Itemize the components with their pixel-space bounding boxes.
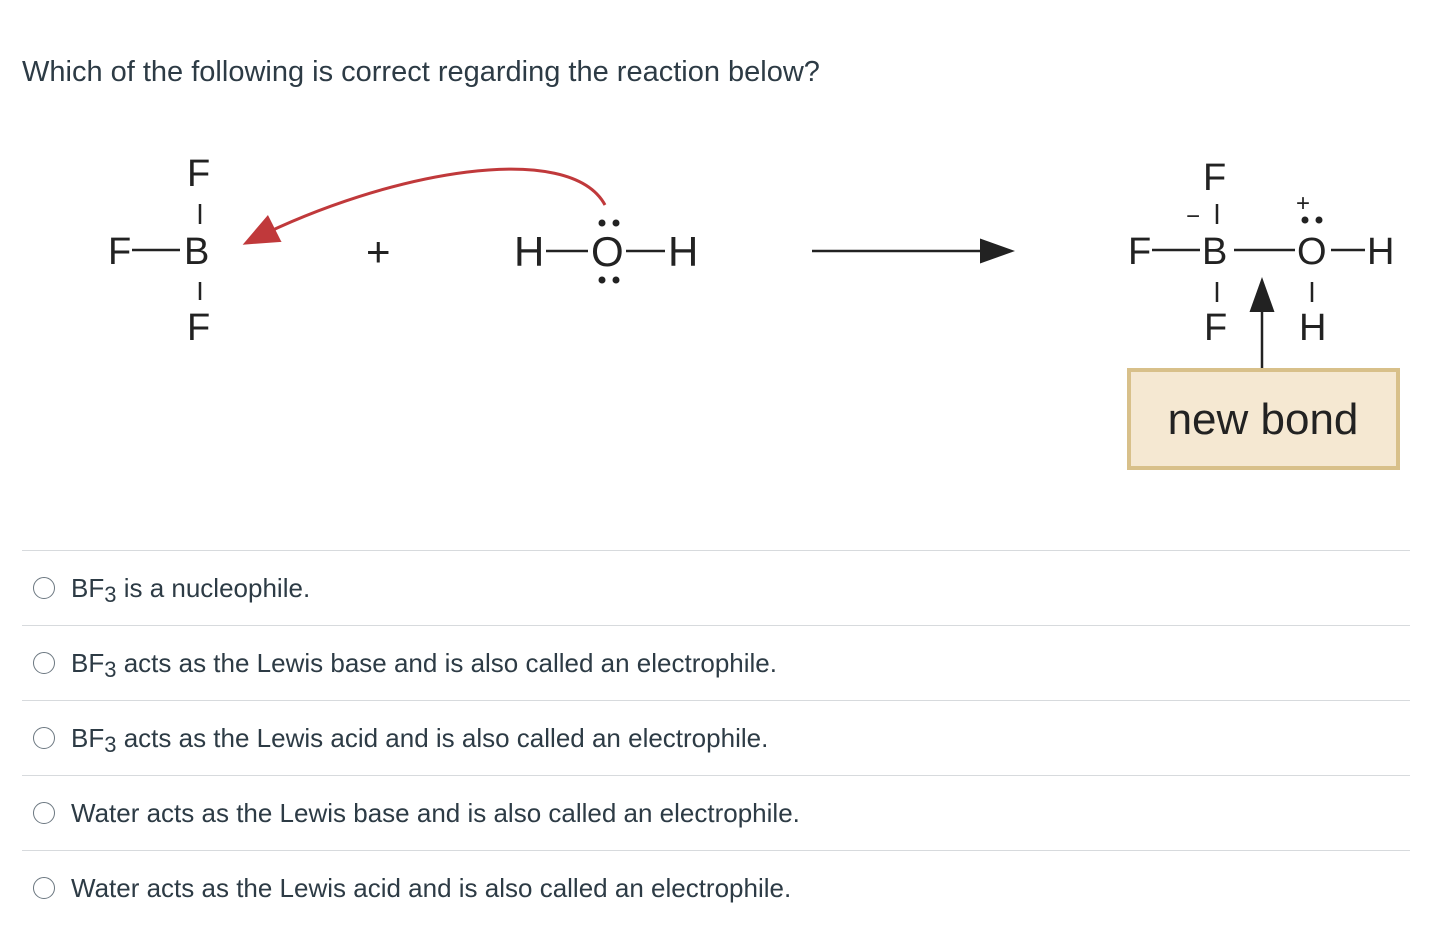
answer-label — [71, 798, 800, 829]
question-text: Which of the following is correct regarding the reaction below? — [22, 56, 820, 88]
answer-text-post: acts as the Lewis base and is also called an electrophile. — [116, 647, 777, 678]
lone-pair-dot — [599, 277, 606, 284]
answer-text-pre: Water acts as the Lewis base and is also called an electrophile. — [71, 797, 800, 828]
product-center-b: B — [1202, 231, 1228, 273]
answer-label — [71, 572, 311, 607]
lone-pair-dot — [1316, 217, 1323, 224]
product-right-h: H — [1367, 231, 1395, 273]
lone-pair-dot — [613, 277, 620, 284]
subscript: 3 — [104, 581, 117, 607]
answer-label — [71, 647, 777, 682]
reaction-diagram — [90, 120, 1430, 490]
bf3-left-f: F — [108, 231, 132, 273]
radio-button[interactable] — [33, 652, 55, 674]
subscript: 3 — [104, 731, 117, 757]
positive-charge: + — [1296, 190, 1311, 217]
plus-sign: + — [366, 228, 391, 275]
answer-text-pre: Water acts as the Lewis acid and is also called an electrophile. — [71, 872, 792, 903]
answer-text-post: acts as the Lewis acid and is also called an electrophile. — [116, 722, 769, 753]
bf3-top-f: F — [187, 153, 211, 195]
water-left-h: H — [514, 228, 545, 275]
answer-option-1[interactable] — [22, 550, 1410, 625]
new-bond-label: new bond — [1167, 395, 1359, 444]
answer-text-pre: BF — [71, 722, 105, 753]
product-below-h: H — [1299, 307, 1327, 349]
radio-button[interactable] — [33, 727, 55, 749]
answer-option-2[interactable] — [22, 625, 1410, 700]
lone-pair-dot — [613, 220, 620, 227]
reaction-svg — [90, 120, 1430, 490]
answer-text-pre: BF — [71, 647, 105, 678]
answer-option-3[interactable] — [22, 700, 1410, 775]
answer-label — [71, 873, 791, 904]
answer-text-pre: BF — [71, 572, 105, 603]
answer-option-5[interactable] — [22, 850, 1410, 925]
radio-button[interactable] — [33, 802, 55, 824]
answer-option-4[interactable] — [22, 775, 1410, 850]
bf3-bottom-f: F — [187, 307, 211, 349]
water-molecule — [514, 220, 698, 284]
product-oxygen: O — [1297, 231, 1327, 273]
radio-button[interactable] — [33, 577, 55, 599]
negative-charge: − — [1186, 203, 1201, 230]
subscript: 3 — [104, 656, 117, 682]
lone-pair-dot — [599, 220, 606, 227]
product-top-f: F — [1203, 157, 1227, 199]
water-center-o: O — [591, 228, 624, 275]
product-molecule — [1128, 157, 1394, 368]
answer-text-post: is a nucleophile. — [116, 572, 311, 603]
answer-label — [71, 722, 769, 757]
answer-list — [22, 550, 1410, 925]
radio-button[interactable] — [33, 877, 55, 899]
product-bottom-f: F — [1204, 307, 1228, 349]
bf3-molecule — [108, 153, 210, 349]
water-right-h: H — [668, 228, 699, 275]
product-left-f: F — [1128, 231, 1152, 273]
curved-arrow — [248, 169, 605, 242]
bf3-center-b: B — [184, 231, 210, 273]
lone-pair-dot — [1302, 217, 1309, 224]
